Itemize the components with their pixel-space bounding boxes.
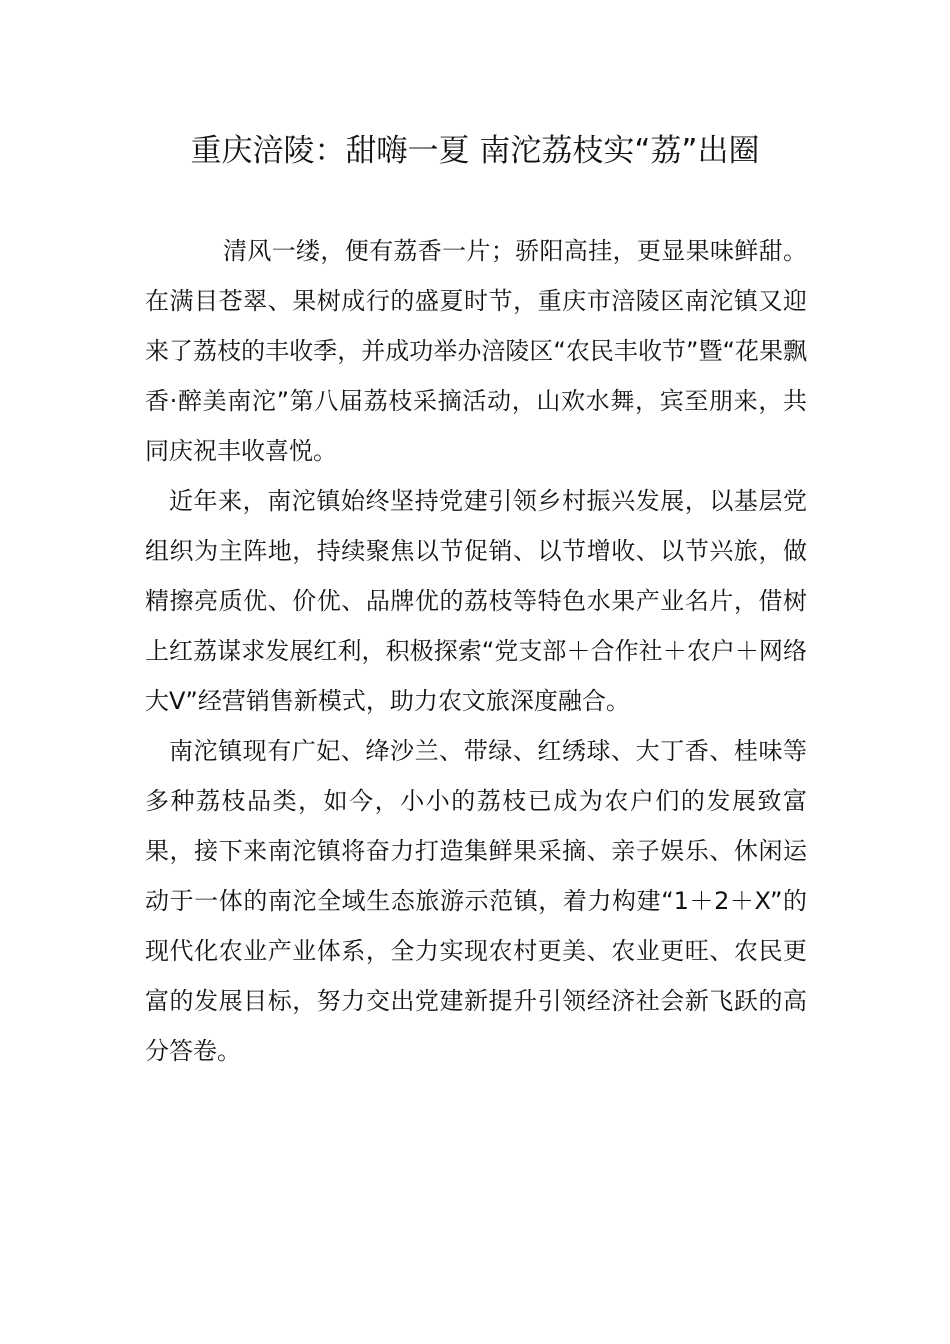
paragraph-1: 清风一缕，便有荔香一片；骄阳高挂，更显果味鲜甜。在满目苍翠、果树成行的盛夏时节，重庆市涪陵区南沱镇又迎来了荔枝的丰收季，并成功举办涪陵区“农民丰收节”暨“花果飘香·醉美南沱”第八届荔枝采摘活动，山欢水舞，宾至朋来，共同庆祝丰收喜悦。 (145, 237, 807, 465)
paragraph-2: 近年来，南沱镇始终坚持党建引领乡村振兴发展，以基层党组织为主阵地，持续聚焦以节促销、以节增收、以节兴旅，做精擦亮质优、价优、品牌优的荔枝等特色水果产业名片，借树上红荔谋求发展红利，积极探索“党支部＋合作社＋农户＋网络大V”经营销售新模式，助力农文旅深度融合。 (145, 487, 807, 715)
document-body (145, 226, 807, 1076)
paragraph-3: 南沱镇现有广妃、绛沙兰、带绿、红绣球、大丁香、桂味等多种荔枝品类，如今，小小的荔枝已成为农户们的发展致富果，接下来南沱镇将奋力打造集鲜果采摘、亲子娱乐、休闲运动于一体的南沱全域生态旅游示范镇，着力构建“1＋2＋X”的现代化农业产业体系，全力实现农村更美、农业更旺、农民更富的发展目标，努力交出党建新提升引领经济社会新飞跃的高分答卷。 (145, 737, 807, 1065)
document-title: 重庆涪陵：甜嗨一夏 南沱荔枝实“荔”出圈 (190, 133, 760, 169)
